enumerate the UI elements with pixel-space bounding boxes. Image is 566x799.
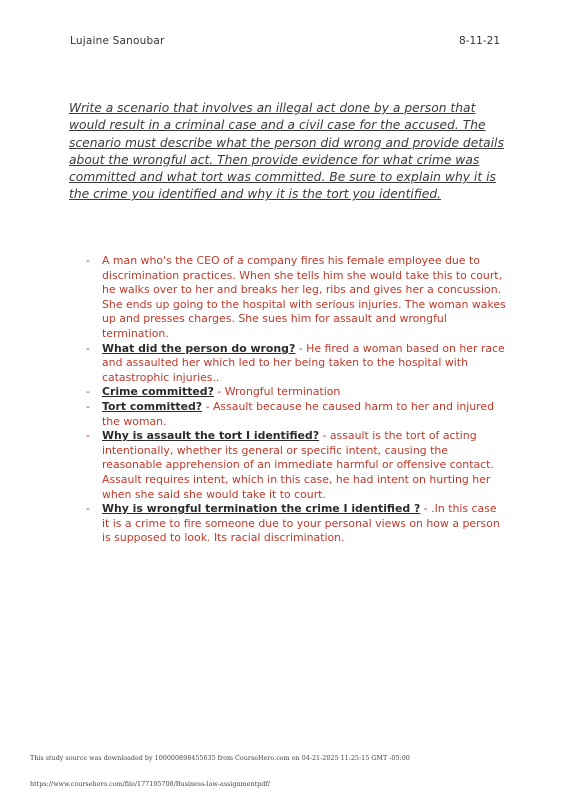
question-label: Crime committed? [102,385,214,399]
list-item [86,254,506,342]
list-item [86,385,506,400]
answer-text: - Assault because he caused harm to her and injured the woman. [102,399,495,428]
author-name: Lujaine Sanoubar [70,35,165,47]
question-label: Why is wrongful termination the crime I identified ? [102,502,421,516]
question-label: Why is assault the tort I identified? [102,429,320,443]
scenario-text: A man who's the CEO of a company fires his female employee due to discrimination practices. When she tells him she would take this to court, he walks over to her and breaks her leg, ribs and gives her a concussion. She ends up going to the hospital with serious injuries. The woman wakes up and presses charges. She sues him for assault and wrongful termination. [102,254,506,340]
list-item [86,502,506,546]
question-label: Tort committed? [102,399,203,413]
document-date: 8-11-21 [459,35,500,47]
download-source-note: This study source was downloaded by 100000898455635 from CourseHero.com on 04-21-2025 11:25:15 GMT -05:00 [30,754,410,762]
list-item [86,429,506,502]
answer-text: - assault is the tort of acting intentionally, whether its general or specific intent, causing the reasonable apprehension of an immediate harmful or offensive contact. Assault requires intent, which in this case, he had intent on hurting her when she said she would take it to court. [102,429,494,501]
question-label: What did the person do wrong? [102,341,296,355]
list-item [86,400,506,429]
list-item [86,342,506,386]
answer-text: - Wrongful termination [213,385,341,399]
source-url[interactable]: https://www.coursehero.com/file/177195708/Business-law-assignmentpdf/ [30,780,270,788]
answer-text: - He fired a woman based on her race and assaulted her which led to her being taken to the hospital with catastrophic injuries.. [102,341,505,384]
answer-text: - .In this case it is a crime to fire someone due to your personal views on how a person is supposed to look. Its racial discrimination. [102,502,500,545]
assignment-prompt: Write a scenario that involves an illegal act done by a person that would result in a criminal case and a civil case for the accused. The scenario must describe what the person did wrong and provide details about the wrongful act. Then provide evidence for what crime was committed and what tort was committed. Be sure to explain why it is the crime you identified and why it is the tort you identified. [69,101,504,202]
answer-list [86,254,506,546]
